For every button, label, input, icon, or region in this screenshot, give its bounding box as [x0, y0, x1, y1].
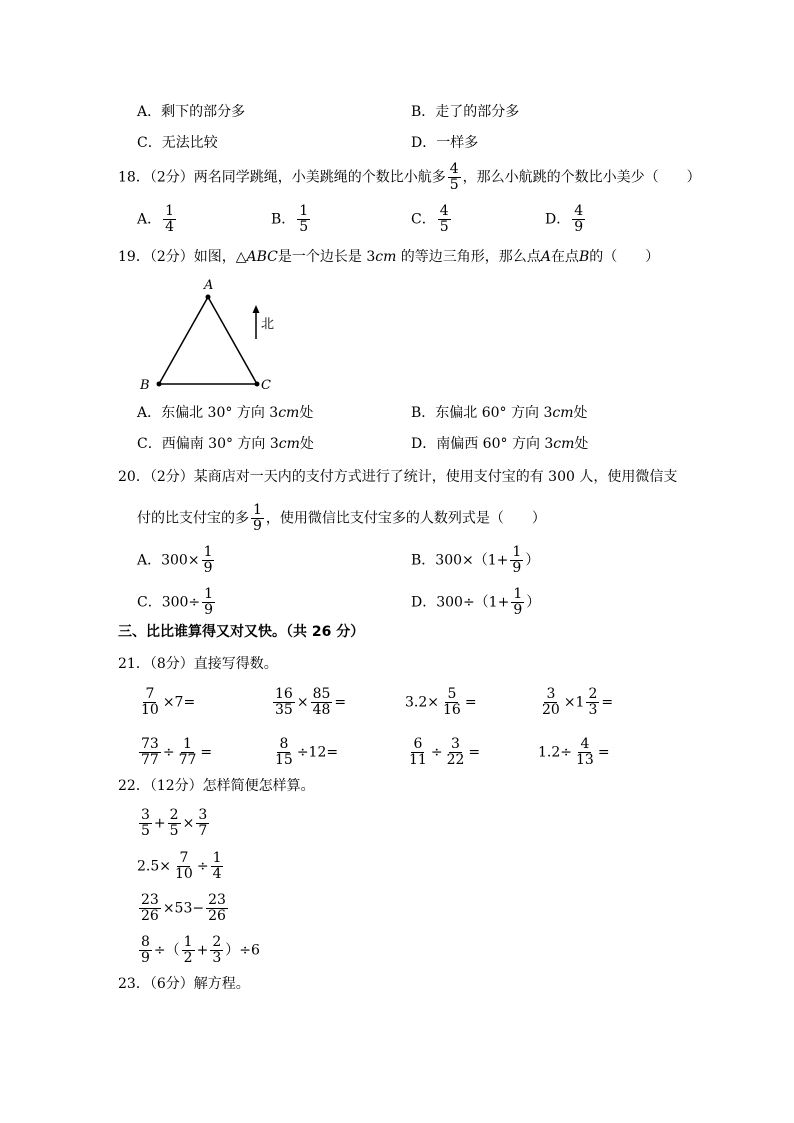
label-a: A: [204, 278, 214, 293]
q18-option-d: D． $\frac{4}{9}$: [545, 203, 584, 235]
q19-stem: 19．（2分）如图，△ABC是一个边长是 3cm 的等边三角形，那么点A在点B的（ ）: [118, 249, 660, 265]
q21-expr-5: $\frac{73}{77}$ ÷ $\frac{1}{77}$ =: [141, 736, 213, 768]
q18-fraction: $\frac{4}{5}$: [449, 161, 459, 193]
point-c: [255, 382, 260, 387]
q18-stem: 18．（2分）两名同学跳绳，小美跳绳的个数比小航多 $\frac{4}{5}$ ，那么小航跳的个数比小美少（ ）: [118, 161, 701, 193]
q18-option-b: B． $\frac{1}{5}$: [271, 203, 309, 235]
q19-option-a: A．东偏北 30° 方向 3cm处: [137, 405, 314, 421]
q20-option-b: B．300×（1+ $\frac{1}{9}$ ）: [411, 544, 540, 576]
q21-expr-3: 3.2× $\frac{5}{16}$ =: [405, 686, 477, 718]
q19-option-d: D．南偏西 60° 方向 3cm处: [411, 436, 589, 452]
q19-option-c: C．西偏南 30° 方向 3cm处: [137, 436, 314, 452]
q20-option-d: D．300÷（1+ $\frac{1}{9}$ ）: [411, 586, 541, 618]
q22-expr-2: 2.5× $\frac{7}{10}$ ÷ $\frac{1}{4}$: [137, 850, 222, 882]
q23-title: 23．（6分）解方程。: [118, 976, 250, 992]
q20-option-c: C．300÷ $\frac{1}{9}$: [137, 586, 214, 618]
q20-stem-line2: 付的比支付宝的多 $\frac{1}{9}$ ，使用微信比支付宝多的人数列式是（ ）: [137, 502, 546, 534]
q17-option-b: B．走了的部分多: [411, 104, 520, 120]
label-c: C: [261, 378, 271, 393]
q21-expr-2: $\frac{16}{35}$ × $\frac{85}{48}$ =: [275, 686, 347, 718]
q20-stem-line1: 20．（2分）某商店对一天内的支付方式进行了统计，使用支付宝的有 300 人，使用微信支: [118, 469, 678, 485]
q18-option-a: A． $\frac{1}{4}$: [137, 203, 175, 235]
q22-expr-4: $\frac{8}{9}$ ÷（ $\frac{1}{2}$ + $\frac{2}{3}$ ）÷6: [141, 934, 260, 966]
q17-option-a: A．剩下的部分多: [137, 104, 246, 120]
q21-expr-1: $\frac{7}{10}$ ×7=: [141, 686, 196, 718]
q21-expr-6: $\frac{8}{15}$ ÷12=: [275, 736, 339, 768]
triangle-abc: [159, 297, 257, 384]
q22-expr-3: $\frac{23}{26}$ ×53− $\frac{23}{26}$: [141, 892, 226, 924]
q22-title: 22．（12分）怎样简便怎样算。: [118, 778, 315, 794]
q19-option-b: B．东偏北 60° 方向 3cm处: [411, 405, 588, 421]
north-label: 北: [261, 317, 275, 332]
section-3-heading: 三、比比谁算得又对又快。（共 26 分）: [118, 624, 365, 640]
q21-expr-7: $\frac{6}{11}$ ÷ $\frac{3}{22}$ =: [409, 736, 481, 768]
q21-expr-8: 1.2÷ $\frac{4}{13}$ =: [538, 736, 610, 768]
point-b: [157, 382, 162, 387]
q21-title: 21．（8分）直接写得数。: [118, 656, 278, 672]
triangle-figure: [135, 275, 285, 395]
q20-option-a: A．300× $\frac{1}{9}$: [137, 544, 213, 576]
point-a: [206, 295, 211, 300]
q22-expr-1: $\frac{3}{5}$ + $\frac{2}{5}$ × $\frac{3}{7}$: [141, 807, 208, 839]
label-b: B: [140, 378, 150, 393]
q21-expr-4: $\frac{3}{20}$ ×1 $\frac{2}{3}$ =: [542, 686, 614, 718]
q18-option-c: C． $\frac{4}{5}$: [411, 203, 449, 235]
q17-option-c: C．无法比较: [137, 135, 218, 151]
q17-option-d: D．一样多: [411, 135, 479, 151]
